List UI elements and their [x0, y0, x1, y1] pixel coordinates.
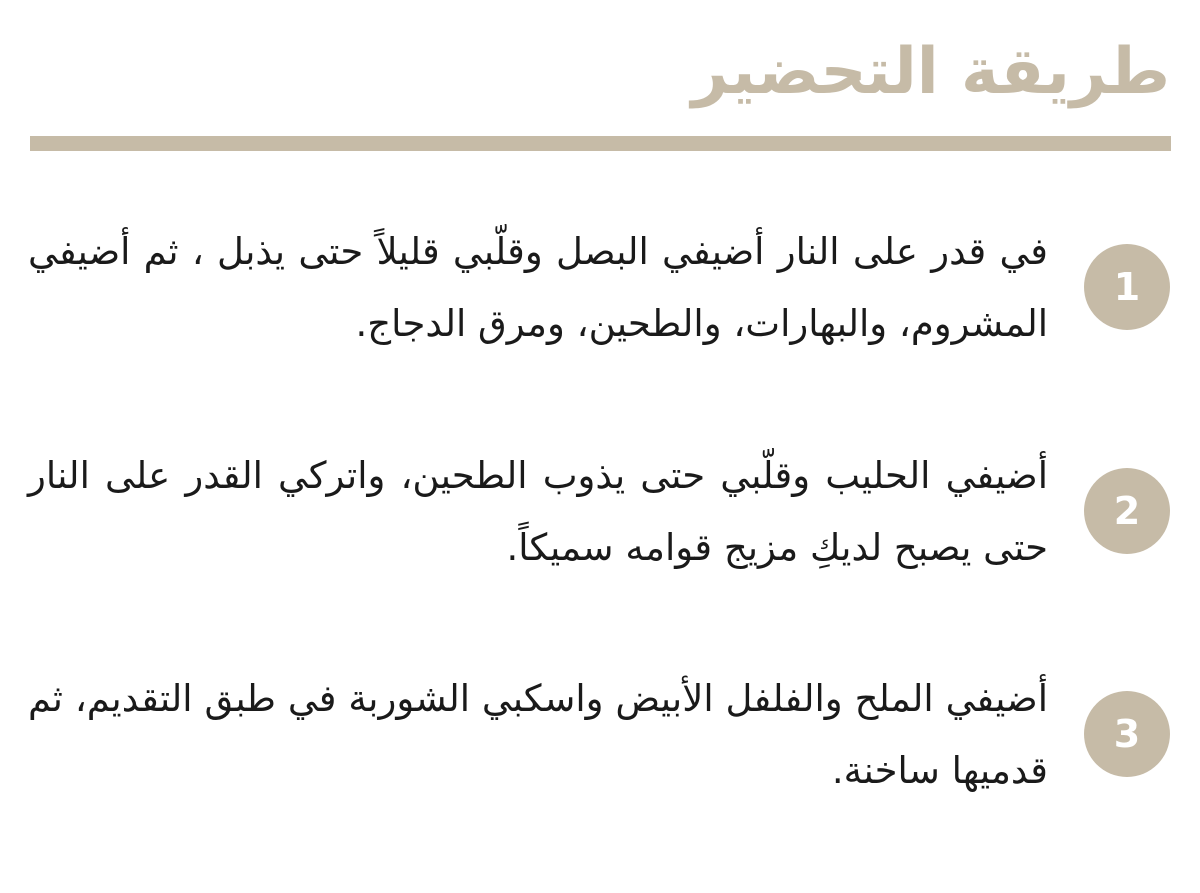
step-text: أضيفي الملح والفلفل الأبيض واسكبي الشوربة في طبق التقديم، ثم قدميها ساخنة.: [28, 677, 1048, 792]
step-text: في قدر على النار أضيفي البصل وقلّبي قليلاً حتى يذبل ، ثم أضيفي المشروم، والبهارات، والطحين، ومرق الدجاج.: [28, 230, 1048, 345]
step-item-3: [0, 677, 1200, 851]
title-divider: [30, 136, 1171, 151]
step-number-badge: 2: [1084, 468, 1170, 554]
step-number-badge: 3: [1084, 691, 1170, 777]
step-item-2: [0, 454, 1200, 628]
step-item-1: [0, 230, 1200, 404]
step-text: أضيفي الحليب وقلّبي حتى يذوب الطحين، واتركي القدر على النار حتى يصبح لديكِ مزيج قوامه سميكاً.: [28, 454, 1048, 569]
step-number-badge: 1: [1084, 244, 1170, 330]
page-title: طريقة التحضير: [691, 35, 1170, 109]
